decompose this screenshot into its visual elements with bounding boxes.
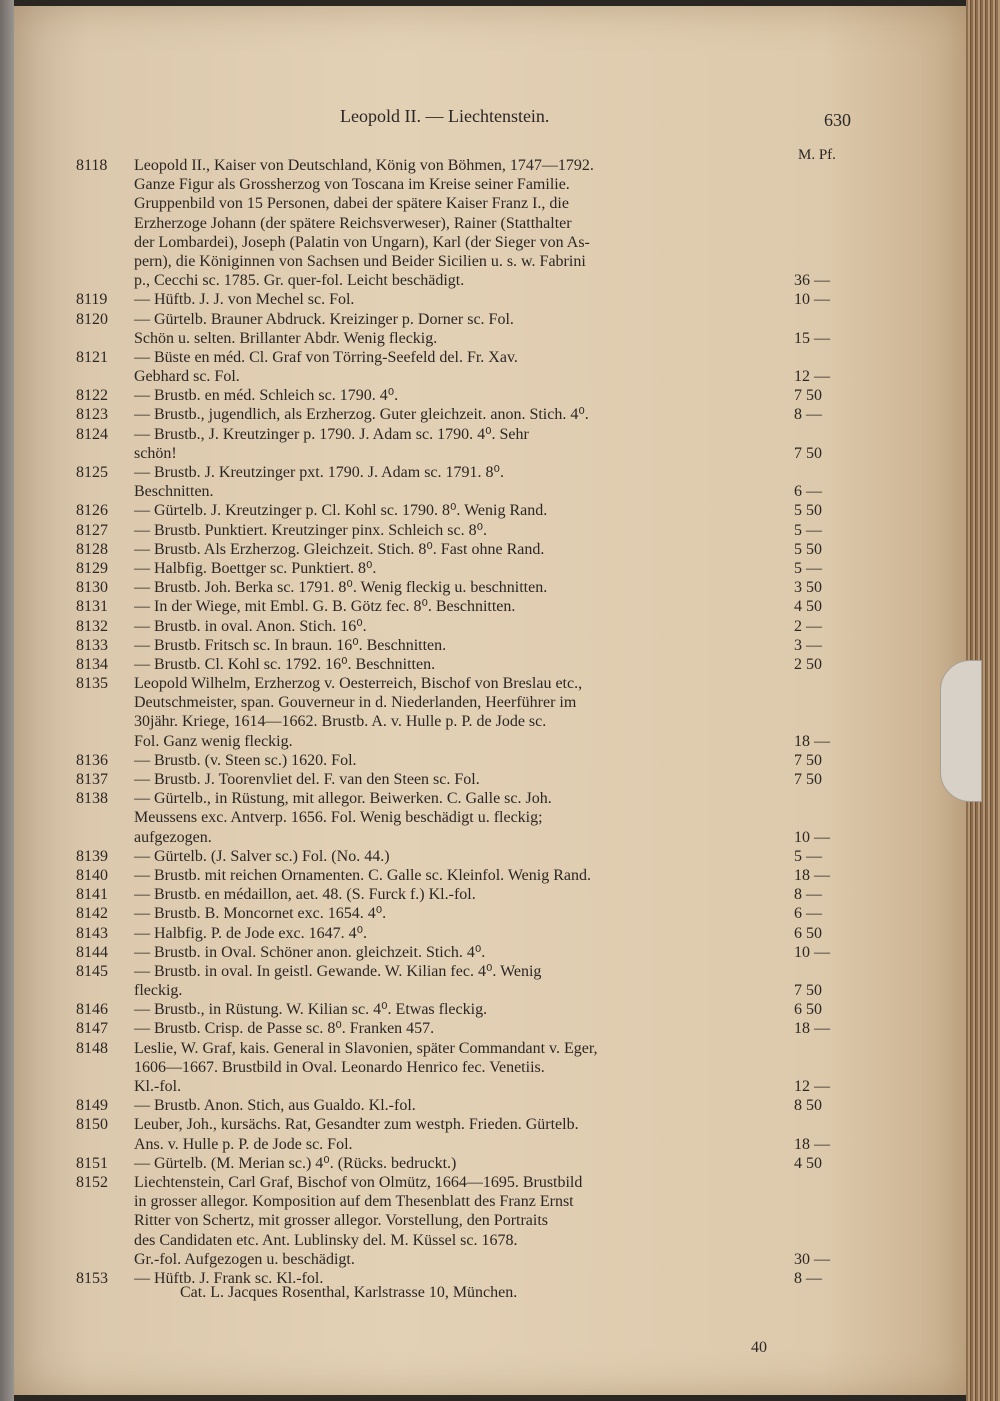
catalog-entry bbox=[14, 924, 966, 943]
entry-text: in grosser allegor. Komposition auf dem Thesenblatt des Franz Ernst bbox=[134, 1193, 574, 1211]
catalog-entry bbox=[14, 348, 966, 386]
entry-line bbox=[14, 1211, 966, 1230]
lot-number: 8144 bbox=[76, 943, 108, 961]
lot-number: 8128 bbox=[76, 540, 108, 558]
entry-line bbox=[14, 655, 966, 674]
entry-line bbox=[14, 1000, 966, 1019]
entry-text: Ritter von Schertz, mit grosser allegor. Vorstellung, den Portraits bbox=[134, 1212, 549, 1230]
lot-number: 8119 bbox=[76, 291, 108, 309]
entry-line bbox=[14, 962, 966, 981]
bookmark-tab bbox=[940, 660, 982, 802]
catalog-entry bbox=[14, 904, 966, 923]
entry-text: — Halbfig. Boettger sc. Punktiert. 8⁰. bbox=[134, 559, 377, 577]
entry-line bbox=[14, 252, 966, 271]
lot-price: 7 50 bbox=[794, 751, 822, 769]
entry-line bbox=[14, 290, 966, 309]
lot-number: 8127 bbox=[76, 521, 108, 539]
entry-text: — Gürtelb. Brauner Abdruck. Kreizinger p. Dorner sc. Fol. bbox=[134, 310, 514, 328]
entry-line bbox=[14, 1173, 966, 1192]
lot-number: 8131 bbox=[76, 598, 108, 616]
entry-line bbox=[14, 847, 966, 866]
entry-line bbox=[14, 617, 966, 636]
catalog-entry bbox=[14, 425, 966, 463]
lot-number: 8124 bbox=[76, 425, 108, 443]
entry-line bbox=[14, 924, 966, 943]
lot-price: 5 50 bbox=[794, 540, 822, 558]
catalog-entry bbox=[14, 866, 966, 885]
lot-price: 18 — bbox=[794, 866, 830, 884]
catalog-entry bbox=[14, 770, 966, 789]
entry-line bbox=[14, 828, 966, 847]
page-header bbox=[14, 106, 966, 134]
entry-text: — Brustb. Punktiert. Kreutzinger pinx. Schleich sc. 8⁰. bbox=[134, 521, 488, 539]
lot-price: 10 — bbox=[794, 291, 830, 309]
entry-text: — Büste en méd. Cl. Graf von Törring-Seefeld del. Fr. Xav. bbox=[134, 348, 518, 366]
entry-line bbox=[14, 348, 966, 367]
entry-text: schön! bbox=[134, 444, 177, 462]
lot-number: 8146 bbox=[76, 1001, 108, 1019]
lot-price: 6 50 bbox=[794, 924, 822, 942]
lot-price: 30 — bbox=[794, 1250, 830, 1268]
entry-text: Leopold II., Kaiser von Deutschland, König von Böhmen, 1747—1792. bbox=[134, 157, 594, 174]
entry-text: Kl.-fol. bbox=[134, 1078, 182, 1095]
entry-text: — Brustb. B. Moncornet exc. 1654. 4⁰. bbox=[134, 905, 387, 923]
catalog-entry bbox=[14, 885, 966, 904]
catalog-page bbox=[14, 6, 966, 1395]
entry-text: — Brustb. Fritsch sc. In braun. 16⁰. Beschnitten. bbox=[134, 636, 447, 654]
lot-number: 8126 bbox=[76, 502, 108, 520]
entry-text: des Candidaten etc. Ant. Lublinsky del. M. Küssel sc. 1678. bbox=[134, 1231, 518, 1249]
catalog-entry bbox=[14, 943, 966, 962]
catalog-entry bbox=[14, 636, 966, 655]
entry-line bbox=[14, 329, 966, 348]
lot-price: 5 — bbox=[794, 559, 822, 577]
entry-text: — Brustb. en méd. Schleich sc. 1790. 4⁰. bbox=[134, 387, 399, 405]
catalog-entry bbox=[14, 156, 966, 290]
entry-text: — Hüftb. J. J. von Mechel sc. Fol. bbox=[134, 291, 355, 309]
lot-number: 8120 bbox=[76, 310, 108, 328]
lot-number: 8136 bbox=[76, 751, 108, 769]
entry-line bbox=[14, 214, 966, 233]
entry-text: — Brustb. in Oval. Schöner anon. gleichzeit. Stich. 4⁰. bbox=[134, 943, 486, 961]
catalog-entry bbox=[14, 1096, 966, 1115]
lot-price: 5 50 bbox=[794, 502, 822, 520]
lot-number: 8142 bbox=[76, 905, 108, 923]
lot-price: 4 50 bbox=[794, 1154, 822, 1172]
catalog-entry bbox=[14, 540, 966, 559]
entry-text: — In der Wiege, mit Embl. G. B. Götz fec. 8⁰. Beschnitten. bbox=[134, 598, 516, 616]
catalog-entry bbox=[14, 751, 966, 770]
entry-line bbox=[14, 1231, 966, 1250]
lot-number: 8140 bbox=[76, 866, 108, 884]
lot-price: 10 — bbox=[794, 943, 830, 961]
catalog-entry bbox=[14, 1019, 966, 1038]
catalog-entry bbox=[14, 521, 966, 540]
entry-line bbox=[14, 885, 966, 904]
lot-number: 8125 bbox=[76, 464, 108, 481]
entry-text: — Gürtelb., in Rüstung, mit allegor. Beiwerken. C. Galle sc. Joh. bbox=[134, 790, 552, 808]
entry-line bbox=[14, 578, 966, 597]
entry-text: der Lombardei), Joseph (Palatin von Ungarn), Karl (der Sieger von As- bbox=[134, 233, 590, 251]
signature-mark: 40 bbox=[751, 1339, 767, 1356]
lot-number: 8134 bbox=[76, 655, 108, 673]
entry-text: — Brustb., in Rüstung. W. Kilian sc. 4⁰. Etwas fleckig. bbox=[134, 1001, 488, 1019]
lot-price: 18 — bbox=[794, 732, 830, 750]
entry-line bbox=[14, 1096, 966, 1115]
entry-line bbox=[14, 367, 966, 386]
entry-text: Ans. v. Hulle p. P. de Jode sc. Fol. bbox=[134, 1135, 353, 1153]
entry-text: Beschnitten. bbox=[134, 483, 214, 501]
entry-line bbox=[14, 732, 966, 751]
entry-text: — Brustb. en médaillon, aet. 48. (S. Furck f.) Kl.-fol. bbox=[134, 886, 476, 904]
entry-line bbox=[14, 1115, 966, 1134]
catalog-entry bbox=[14, 386, 966, 405]
entry-text: — Brustb. Crisp. de Passe sc. 8⁰. Franken 457. bbox=[134, 1020, 435, 1038]
lot-number: 8153 bbox=[76, 1269, 108, 1287]
entry-text: — Brustb. Als Erzherzog. Gleichzeit. Stich. 8⁰. Fast ohne Rand. bbox=[134, 540, 545, 558]
entry-text: Schön u. selten. Brillanter Abdr. Wenig fleckig. bbox=[134, 329, 438, 347]
entry-text: Ganze Figur als Grossherzog von Toscana im Kreise seiner Familie. bbox=[134, 176, 570, 194]
catalog-entry bbox=[14, 405, 966, 424]
catalog-entry bbox=[14, 655, 966, 674]
catalog-entry bbox=[14, 559, 966, 578]
entry-text: Fol. Ganz wenig fleckig. bbox=[134, 732, 293, 750]
entry-text: — Brustb. in oval. Anon. Stich. 16⁰. bbox=[134, 617, 367, 635]
entry-line bbox=[14, 405, 966, 424]
entry-line bbox=[14, 693, 966, 712]
lot-number: 8135 bbox=[76, 675, 108, 693]
entry-text: pern), die Königinnen von Sachsen und Beider Sicilien u. s. w. Fabrini bbox=[134, 252, 586, 270]
entry-line bbox=[14, 310, 966, 329]
entry-line bbox=[14, 1154, 966, 1173]
entry-text: — Brustb. Joh. Berka sc. 1791. 8⁰. Wenig fleckig u. beschnitten. bbox=[134, 579, 548, 597]
catalog-entry bbox=[14, 1173, 966, 1269]
lot-number: 8122 bbox=[76, 387, 108, 405]
lot-price: 7 50 bbox=[794, 771, 822, 788]
entry-line bbox=[14, 866, 966, 885]
lot-number: 8138 bbox=[76, 790, 108, 808]
entry-text: — Brustb. in oval. In geistl. Gewande. W. Kilian fec. 4⁰. Wenig bbox=[134, 962, 542, 980]
catalog-entry bbox=[14, 463, 966, 501]
catalog-entry bbox=[14, 617, 966, 636]
entry-line bbox=[14, 559, 966, 578]
lot-price: 2 50 bbox=[794, 655, 822, 673]
lot-price: 4 50 bbox=[794, 598, 822, 616]
entry-text: Deutschmeister, span. Gouverneur in d. Niederlanden, Heerführer im bbox=[134, 694, 577, 712]
entry-text: Leopold Wilhelm, Erzherzog v. Oesterreich, Bischof von Breslau etc., bbox=[134, 675, 583, 693]
lot-price: 6 50 bbox=[794, 1001, 822, 1019]
entry-text: Erzherzoge Johann (der spätere Reichsverweser), Rainer (Statthalter bbox=[134, 214, 572, 232]
catalog-entry bbox=[14, 310, 966, 348]
lot-number: 8137 bbox=[76, 771, 108, 788]
entry-line bbox=[14, 233, 966, 252]
catalog-entry bbox=[14, 674, 966, 751]
lot-price: 12 — bbox=[794, 1078, 830, 1095]
lot-number: 8123 bbox=[76, 406, 108, 424]
entry-text: aufgezogen. bbox=[134, 828, 212, 846]
entry-text: Meussens exc. Antverp. 1656. Fol. Wenig beschädigt u. fleckig; bbox=[134, 809, 543, 827]
entry-line bbox=[14, 482, 966, 501]
lot-price: 7 50 bbox=[794, 387, 822, 405]
entry-text: — Brustb. J. Kreutzinger pxt. 1790. J. Adam sc. 1791. 8⁰. bbox=[134, 464, 504, 481]
lot-number: 8133 bbox=[76, 636, 108, 654]
entry-text: Liechtenstein, Carl Graf, Bischof von Olmütz, 1664—1695. Brustbild bbox=[134, 1173, 583, 1191]
lot-number: 8139 bbox=[76, 847, 108, 865]
entry-line bbox=[14, 1019, 966, 1038]
entry-line bbox=[14, 501, 966, 520]
entry-text: p., Cecchi sc. 1785. Gr. quer-fol. Leicht beschädigt. bbox=[134, 272, 465, 290]
lot-number: 8143 bbox=[76, 924, 108, 942]
entry-line bbox=[14, 789, 966, 808]
entry-line bbox=[14, 1039, 966, 1058]
lot-price: 8 — bbox=[794, 406, 822, 424]
entry-text: fleckig. bbox=[134, 982, 183, 1000]
entry-line bbox=[14, 463, 966, 482]
page-number: 630 bbox=[824, 110, 851, 130]
book-spine bbox=[0, 0, 14, 1401]
lot-number: 8150 bbox=[76, 1116, 108, 1134]
lot-number: 8147 bbox=[76, 1020, 108, 1038]
entry-text: Gr.-fol. Aufgezogen u. beschädigt. bbox=[134, 1250, 355, 1268]
lot-price: 10 — bbox=[794, 828, 830, 846]
entry-text: — Gürtelb. (M. Merian sc.) 4⁰. (Rücks. bedruckt.) bbox=[134, 1154, 457, 1172]
entry-line bbox=[14, 1077, 966, 1096]
entry-line bbox=[14, 271, 966, 290]
entry-text: — Brustb., jugendlich, als Erzherzog. Guter gleichzeit. anon. Stich. 4⁰. bbox=[134, 406, 589, 424]
lot-price: 6 — bbox=[794, 905, 822, 923]
lot-price: 3 — bbox=[794, 636, 822, 654]
catalog-entry bbox=[14, 1000, 966, 1019]
entry-text: Gebhard sc. Fol. bbox=[134, 368, 240, 386]
entry-line bbox=[14, 521, 966, 540]
lot-number: 8132 bbox=[76, 617, 108, 635]
entry-line bbox=[14, 674, 966, 693]
catalog-entry bbox=[14, 501, 966, 520]
entry-line bbox=[14, 751, 966, 770]
entry-line bbox=[14, 1192, 966, 1211]
lot-price: 3 50 bbox=[794, 579, 822, 597]
catalog-entry bbox=[14, 597, 966, 616]
entry-text: — Brustb. Anon. Stich, aus Gualdo. Kl.-fol. bbox=[134, 1097, 416, 1115]
lot-price: 12 — bbox=[794, 368, 830, 386]
catalog-entry bbox=[14, 1039, 966, 1097]
lot-number: 8149 bbox=[76, 1097, 108, 1115]
entry-line bbox=[14, 904, 966, 923]
entry-line bbox=[14, 712, 966, 731]
entry-text: — Brustb. (v. Steen sc.) 1620. Fol. bbox=[134, 751, 357, 769]
catalog-entry bbox=[14, 290, 966, 309]
catalog-entry bbox=[14, 789, 966, 847]
entry-line bbox=[14, 808, 966, 827]
lot-price: 18 — bbox=[794, 1020, 830, 1038]
entry-line bbox=[14, 1135, 966, 1154]
catalog-entry bbox=[14, 847, 966, 866]
entry-line bbox=[14, 1058, 966, 1077]
running-title: Leopold II. — Liechtenstein. bbox=[340, 106, 550, 126]
catalog-entry bbox=[14, 1154, 966, 1173]
lot-number: 8121 bbox=[76, 348, 108, 366]
lot-number: 8118 bbox=[76, 157, 108, 174]
catalog-entry bbox=[14, 1115, 966, 1153]
entry-line bbox=[14, 1250, 966, 1269]
price-column-header: M. Pf. bbox=[798, 147, 836, 163]
entry-text: — Gürtelb. J. Kreutzinger p. Cl. Kohl sc. 1790. 8⁰. Wenig Rand. bbox=[134, 502, 548, 520]
lot-number: 8151 bbox=[76, 1154, 108, 1172]
entry-line bbox=[14, 444, 966, 463]
lot-number: 8141 bbox=[76, 886, 108, 904]
entry-text: 30jähr. Kriege, 1614—1662. Brustb. A. v. Hulle p. P. de Jode sc. bbox=[134, 713, 547, 731]
lot-price: 5 — bbox=[794, 847, 822, 865]
entry-line bbox=[14, 597, 966, 616]
entry-line bbox=[14, 943, 966, 962]
entry-line bbox=[14, 175, 966, 194]
entry-line bbox=[14, 981, 966, 1000]
lot-number: 8148 bbox=[76, 1039, 108, 1057]
entry-text: — Hüftb. J. Frank sc. Kl.-fol. bbox=[134, 1269, 324, 1287]
catalog-entries bbox=[14, 156, 966, 1288]
entry-line bbox=[14, 386, 966, 405]
entry-text: — Gürtelb. (J. Salver sc.) Fol. (No. 44.) bbox=[134, 847, 390, 865]
lot-number: 8130 bbox=[76, 579, 108, 597]
lot-price: 6 — bbox=[794, 483, 822, 501]
page-footer bbox=[14, 1284, 966, 1306]
entry-line bbox=[14, 770, 966, 789]
lot-number: 8152 bbox=[76, 1173, 108, 1191]
entry-text: — Brustb. mit reichen Ornamenten. C. Galle sc. Kleinfol. Wenig Rand. bbox=[134, 866, 591, 884]
lot-price: 15 — bbox=[794, 329, 830, 347]
catalog-entry bbox=[14, 962, 966, 1000]
lot-price: 18 — bbox=[794, 1135, 830, 1153]
lot-price: 7 50 bbox=[794, 444, 822, 462]
entry-text: Leslie, W. Graf, kais. General in Slavonien, später Commandant v. Eger, bbox=[134, 1039, 598, 1057]
entry-text: — Brustb., J. Kreutzinger p. 1790. J. Adam sc. 1790. 4⁰. Sehr bbox=[134, 425, 529, 443]
lot-number: 8129 bbox=[76, 559, 108, 577]
lot-price: 7 50 bbox=[794, 982, 822, 1000]
entry-text: — Brustb. Cl. Kohl sc. 1792. 16⁰. Beschnitten. bbox=[134, 655, 436, 673]
entry-line bbox=[14, 194, 966, 213]
entry-text: Gruppenbild von 15 Personen, dabei der spätere Kaiser Franz I., die bbox=[134, 195, 569, 213]
entry-line bbox=[14, 540, 966, 559]
publisher-line: Cat. L. Jacques Rosenthal, Karlstrasse 10, München. bbox=[180, 1284, 518, 1301]
catalog-entry bbox=[14, 578, 966, 597]
lot-number: 8145 bbox=[76, 962, 108, 980]
lot-price: 8 — bbox=[794, 886, 822, 904]
entry-line bbox=[14, 425, 966, 444]
lot-price: 2 — bbox=[794, 617, 822, 635]
entry-text: 1606—1667. Brustbild in Oval. Leonardo Henrico fec. Venetiis. bbox=[134, 1058, 545, 1076]
lot-price: 36 — bbox=[794, 272, 830, 290]
lot-price: 5 — bbox=[794, 521, 822, 539]
entry-line bbox=[14, 636, 966, 655]
entry-text: — Halbfig. P. de Jode exc. 1647. 4⁰. bbox=[134, 924, 368, 942]
entry-line bbox=[14, 156, 966, 175]
lot-price: 8 — bbox=[794, 1269, 822, 1287]
lot-price: 8 50 bbox=[794, 1097, 822, 1115]
entry-text: Leuber, Joh., kursächs. Rat, Gesandter zum westph. Frieden. Gürtelb. bbox=[134, 1116, 579, 1134]
entry-text: — Brustb. J. Toorenvliet del. F. van den Steen sc. Fol. bbox=[134, 771, 480, 788]
